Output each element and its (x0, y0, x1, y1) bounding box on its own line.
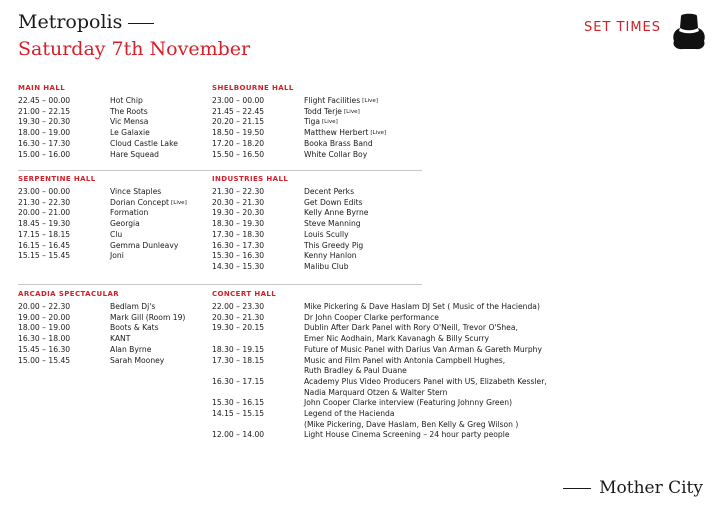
set-time: 16.30 – 17.30 (18, 138, 71, 148)
footer-rule (563, 488, 591, 489)
hall-main (18, 84, 178, 160)
act-name: Dublin After Dark Panel with Rory O'Neill, Trevor O'Shea, (304, 323, 518, 333)
live-tag: [Live] (322, 119, 338, 126)
set-time: 19.30 – 20.15 (212, 323, 265, 333)
brand-footer: Mother City (563, 477, 703, 499)
schedule-row (212, 139, 386, 150)
event-title: Metropolis (18, 10, 154, 34)
set-time: 16.30 – 17.15 (212, 376, 265, 386)
act-name: Matthew Herbert (304, 128, 369, 138)
schedule-row (18, 302, 185, 313)
set-times-label: SET TIMES (584, 20, 661, 35)
act-name: Steve Manning (304, 219, 361, 229)
hall-title: INDUSTRIES HALL (212, 175, 289, 183)
set-time: 21.00 – 22.15 (18, 106, 71, 116)
schedule-row (18, 230, 187, 241)
set-time: 17.30 – 18.30 (212, 229, 265, 239)
schedule-row (18, 334, 185, 345)
schedule-row (212, 107, 386, 118)
set-time: 15.30 – 16.30 (212, 251, 265, 261)
set-time (212, 366, 304, 377)
act-name: Todd Terje (304, 106, 342, 116)
live-tag: [Live] (362, 98, 378, 104)
schedule-row (212, 334, 547, 345)
set-time (212, 420, 304, 431)
hall-serpentine (18, 175, 187, 262)
act-name: Dr John Cooper Clarke performance (304, 312, 439, 322)
set-time: 21.45 – 22.45 (212, 106, 265, 116)
act-name: Mike Pickering & Dave Haslam DJ Set ( Music of the Hacienda) (304, 302, 540, 311)
schedule-row (212, 377, 547, 388)
schedule-row (212, 219, 368, 230)
set-time: 16.30 – 18.00 (18, 334, 71, 344)
act-name: Decent Perks (304, 187, 355, 196)
set-time: 19.30 – 20.30 (18, 117, 71, 127)
act-name: Music and Film Panel with Antonia Campbell Hughes, (304, 355, 506, 365)
set-time: 18.50 – 19.50 (212, 128, 265, 138)
set-time (212, 388, 304, 399)
set-time: 16.30 – 17.30 (212, 240, 265, 250)
act-name: Le Galaxie (110, 128, 150, 138)
act-name: Sarah Mooney (110, 355, 165, 365)
schedule-row (212, 398, 547, 409)
set-time: 22.00 – 23.30 (212, 302, 265, 311)
act-name: Ruth Bradley & Paul Duane (304, 366, 407, 376)
schedule-row (18, 128, 178, 139)
schedule-row (18, 96, 178, 107)
act-name: Bedlam Dj's (110, 302, 156, 311)
schedule-row (18, 107, 178, 118)
act-name: Louis Scully (304, 229, 349, 239)
act-name: Get Down Edits (304, 197, 363, 207)
act-name: Vic Mensa (110, 117, 149, 127)
act-name: Boots & Kats (110, 323, 159, 333)
set-time: 18.45 – 19.30 (18, 219, 71, 229)
schedule-row (212, 251, 368, 262)
schedule-row (212, 208, 368, 219)
hat-logo-icon (671, 12, 707, 52)
act-name: The Roots (110, 106, 148, 116)
schedule-row (18, 241, 187, 252)
schedule-row (212, 128, 386, 139)
schedule-row (212, 388, 547, 399)
set-time: 15.30 – 16.15 (212, 398, 265, 408)
schedule-row (212, 356, 547, 367)
schedule-row (18, 323, 185, 334)
set-time: 18.00 – 19.00 (18, 128, 71, 138)
set-time: 16.15 – 16.45 (18, 240, 71, 250)
act-name: Future of Music Panel with Darius Van Arman & Gareth Murphy (304, 344, 542, 354)
act-name: Nadia Marquard Otzen & Walter Stern (304, 387, 448, 397)
section-divider (18, 284, 422, 285)
schedule-row (18, 345, 185, 356)
schedule-row (18, 139, 178, 150)
set-time: 19.30 – 20.30 (212, 208, 265, 218)
act-name: KANT (110, 334, 131, 344)
set-time: 20.30 – 21.30 (212, 197, 265, 207)
schedule-row (212, 187, 368, 198)
set-time: 15.45 – 16.30 (18, 344, 71, 354)
set-time (212, 334, 304, 345)
title-rule (128, 23, 154, 24)
set-time: 23.00 – 00.00 (212, 96, 265, 105)
schedule-row (212, 96, 386, 107)
set-time: 14.15 – 15.15 (212, 409, 265, 419)
set-time: 17.15 – 18.15 (18, 229, 71, 239)
schedule-row (212, 409, 547, 420)
hall-title: SHELBOURNE HALL (212, 84, 294, 92)
act-name: Flight Facilities (304, 96, 361, 105)
schedule-row (212, 241, 368, 252)
act-name: Academy Plus Video Producers Panel with US, Elizabeth Kessler, (304, 376, 547, 386)
set-time: 20.00 – 21.00 (18, 208, 71, 218)
set-time: 15.50 – 16.50 (212, 149, 265, 159)
act-name: Emer Nic Aodhain, Mark Kavanagh & Billy Scurry (304, 334, 490, 344)
hall-concert (212, 290, 547, 441)
set-time: 22.45 – 00.00 (18, 96, 71, 105)
act-name: Malibu Club (304, 261, 349, 271)
set-time: 20.30 – 21.30 (212, 312, 265, 322)
act-name: White Collar Boy (304, 149, 368, 159)
schedule-row (212, 366, 547, 377)
set-time: 18.30 – 19.15 (212, 344, 265, 354)
schedule-row (212, 150, 386, 161)
schedule-row (212, 430, 547, 441)
set-time: 20.20 – 21.15 (212, 117, 265, 127)
schedule-row (18, 150, 178, 161)
schedule-row (18, 198, 187, 209)
schedule-row (18, 219, 187, 230)
schedule-row (212, 302, 547, 313)
schedule-row (18, 187, 187, 198)
hall-title: SERPENTINE HALL (18, 175, 96, 183)
hall-arcadia (18, 290, 185, 366)
schedule-row (212, 313, 547, 324)
act-name: Tiga (304, 117, 320, 127)
schedule-row (18, 208, 187, 219)
act-name: Vince Staples (110, 187, 162, 196)
act-name: Gemma Dunleavy (110, 240, 179, 250)
act-name: Formation (110, 208, 149, 218)
act-name: Kenny Hanlon (304, 251, 357, 261)
hall-title: CONCERT HALL (212, 290, 277, 298)
section-divider (18, 170, 422, 171)
act-name: Georgia (110, 219, 140, 229)
act-name: Dorian Concept (110, 197, 170, 207)
schedule-row (212, 345, 547, 356)
set-time: 18.00 – 19.00 (18, 323, 71, 333)
live-tag: [Live] (370, 130, 387, 137)
set-time: 14.30 – 15.30 (212, 261, 265, 271)
hall-industries (212, 175, 368, 273)
schedule-row (18, 313, 185, 324)
act-name: Alan Byrne (110, 344, 152, 354)
act-name: Hare Squead (110, 149, 160, 159)
set-time: 20.00 – 22.30 (18, 302, 71, 311)
act-name: Hot Chip (110, 96, 143, 105)
act-name: Booka Brass Band (304, 138, 373, 148)
schedule-row (212, 198, 368, 209)
schedule-row (212, 420, 547, 431)
act-name: Legend of the Hacienda (304, 409, 395, 419)
set-time: 15.15 – 15.45 (18, 251, 71, 261)
schedule-row (18, 251, 187, 262)
set-time: 21.30 – 22.30 (212, 187, 265, 196)
act-name: Cloud Castle Lake (110, 138, 178, 148)
set-time: 15.00 – 15.45 (18, 355, 71, 365)
act-name: Joni (110, 251, 124, 261)
schedule-row (212, 262, 368, 273)
set-time: 21.30 – 22.30 (18, 197, 71, 207)
schedule-row (18, 117, 178, 128)
set-time: 17.20 – 18.20 (212, 138, 265, 148)
act-name: Mark Gill (Room 19) (110, 312, 186, 322)
live-tag: [Live] (171, 199, 187, 206)
hall-title: MAIN HALL (18, 84, 66, 92)
hall-shelbourne (212, 84, 386, 160)
set-time: 12.00 – 14.00 (212, 430, 265, 440)
act-name: This Greedy Pig (304, 240, 364, 250)
set-time: 15.00 – 16.00 (18, 149, 71, 159)
schedule-row (212, 323, 547, 334)
event-date: Saturday 7th November (18, 38, 251, 60)
schedule-row (18, 356, 185, 367)
set-time: 17.30 – 18.15 (212, 355, 265, 365)
schedule-row (212, 230, 368, 241)
hall-title: ARCADIA SPECTACULAR (18, 290, 120, 298)
schedule-row (212, 117, 386, 128)
set-time: 18.30 – 19.30 (212, 219, 265, 229)
live-tag: [Live] (343, 108, 360, 115)
set-time: 19.00 – 20.00 (18, 312, 71, 322)
act-name: Clu (110, 229, 123, 239)
set-time: 23.00 – 00.00 (18, 187, 71, 196)
act-name: Light House Cinema Screening – 24 hour party people (304, 430, 510, 440)
act-name: (Mike Pickering, Dave Haslam, Ben Kelly & Greg Wilson ) (304, 419, 519, 429)
act-name: John Cooper Clarke interview (Featuring Johnny Green) (304, 398, 513, 408)
act-name: Kelly Anne Byrne (304, 208, 369, 218)
